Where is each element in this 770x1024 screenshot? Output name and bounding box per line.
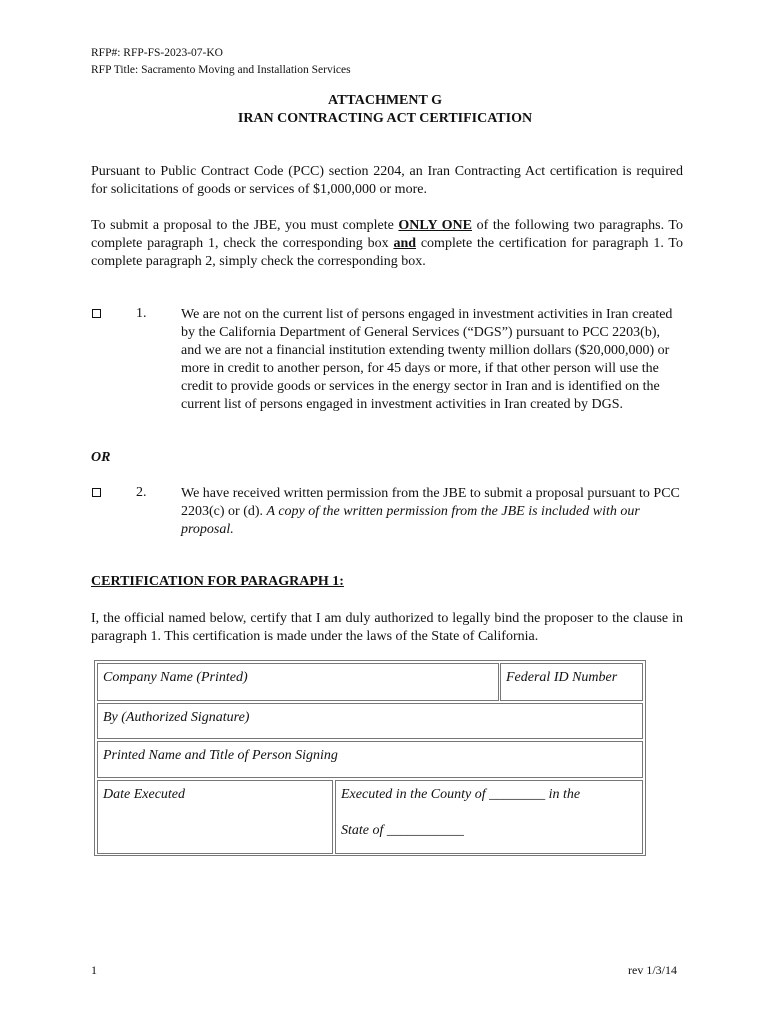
item-2-text-italic: A copy of the written permission from the JBE is included with our proposal.: [181, 504, 640, 537]
county-label: Executed in the County of ________ in the: [341, 787, 581, 802]
date-executed-field[interactable]: [97, 780, 333, 854]
instructions-part3: complete the certification for paragraph 1. To complete paragraph 2, simply check the corresponding box.: [91, 236, 683, 269]
item-1-text: We are not on the current list of persons engaged in investment activities in Iran created by the California Department of General Services (“DGS”) pursuant to PCC 2203(b), and we are not a financial institution extending twenty million dollars ($20,000,000) or more in credit to another person, for 45 days or more, if that other person will use the credit to provide goods or services in the energy sector in Iran and is identified on the current list of persons engaged in investment activities in Iran created by DGS.: [181, 307, 673, 412]
paragraph-2-checkbox[interactable]: [92, 488, 101, 497]
item-2-number: 2.: [136, 485, 147, 500]
or-label: OR: [91, 450, 111, 465]
company-name-label: Company Name (Printed): [103, 670, 248, 685]
document-title: IRAN CONTRACTING ACT CERTIFICATION: [237, 111, 533, 126]
signature-field[interactable]: [97, 703, 643, 739]
rfp-number: RFP#: RFP-FS-2023-07-KO: [91, 47, 223, 59]
paragraph-1-checkbox[interactable]: [92, 309, 101, 318]
certification-form-table: [94, 660, 646, 856]
instructions-paragraph: [91, 217, 683, 271]
federal-id-field[interactable]: [500, 663, 643, 701]
certification-body: I, the official named below, certify that I am duly authorized to legally bind the proposer to the clause in paragraph 1. This certification is made under the laws of the State of California.: [91, 611, 683, 644]
revision-label: rev 1/3/14: [628, 963, 677, 977]
page-number: 1: [91, 963, 97, 977]
intro-paragraph: Pursuant to Public Contract Code (PCC) section 2204, an Iran Contracting Act certification is required for solicitations of goods or services of $1,000,000 or more.: [91, 164, 683, 197]
federal-id-label: Federal ID Number: [506, 670, 618, 685]
printed-name-field[interactable]: [97, 741, 643, 778]
signature-label: By (Authorized Signature): [103, 710, 250, 725]
date-executed-label: Date Executed: [103, 787, 186, 802]
item-2-text: [181, 485, 683, 539]
item-1-number: 1.: [136, 306, 147, 321]
rfp-title: RFP Title: Sacramento Moving and Installation Services: [91, 64, 351, 76]
county-state-field[interactable]: [335, 780, 643, 854]
instructions-part2: of the following two paragraphs. To complete paragraph 1, check the corresponding box: [91, 218, 683, 251]
and-emphasis: and: [393, 236, 417, 251]
certification-heading: CERTIFICATION FOR PARAGRAPH 1:: [91, 574, 344, 589]
attachment-title: ATTACHMENT G: [328, 93, 442, 108]
state-label: State of ___________: [341, 823, 464, 838]
company-name-field[interactable]: [97, 663, 499, 701]
printed-name-label: Printed Name and Title of Person Signing: [103, 748, 338, 763]
only-one-emphasis: ONLY ONE: [398, 218, 472, 233]
instructions-part1: To submit a proposal to the JBE, you must complete: [91, 218, 399, 233]
item-2-text-main: We have received written permission from the JBE to submit a proposal pursuant to PCC 2203(c) or (d).: [181, 486, 680, 519]
